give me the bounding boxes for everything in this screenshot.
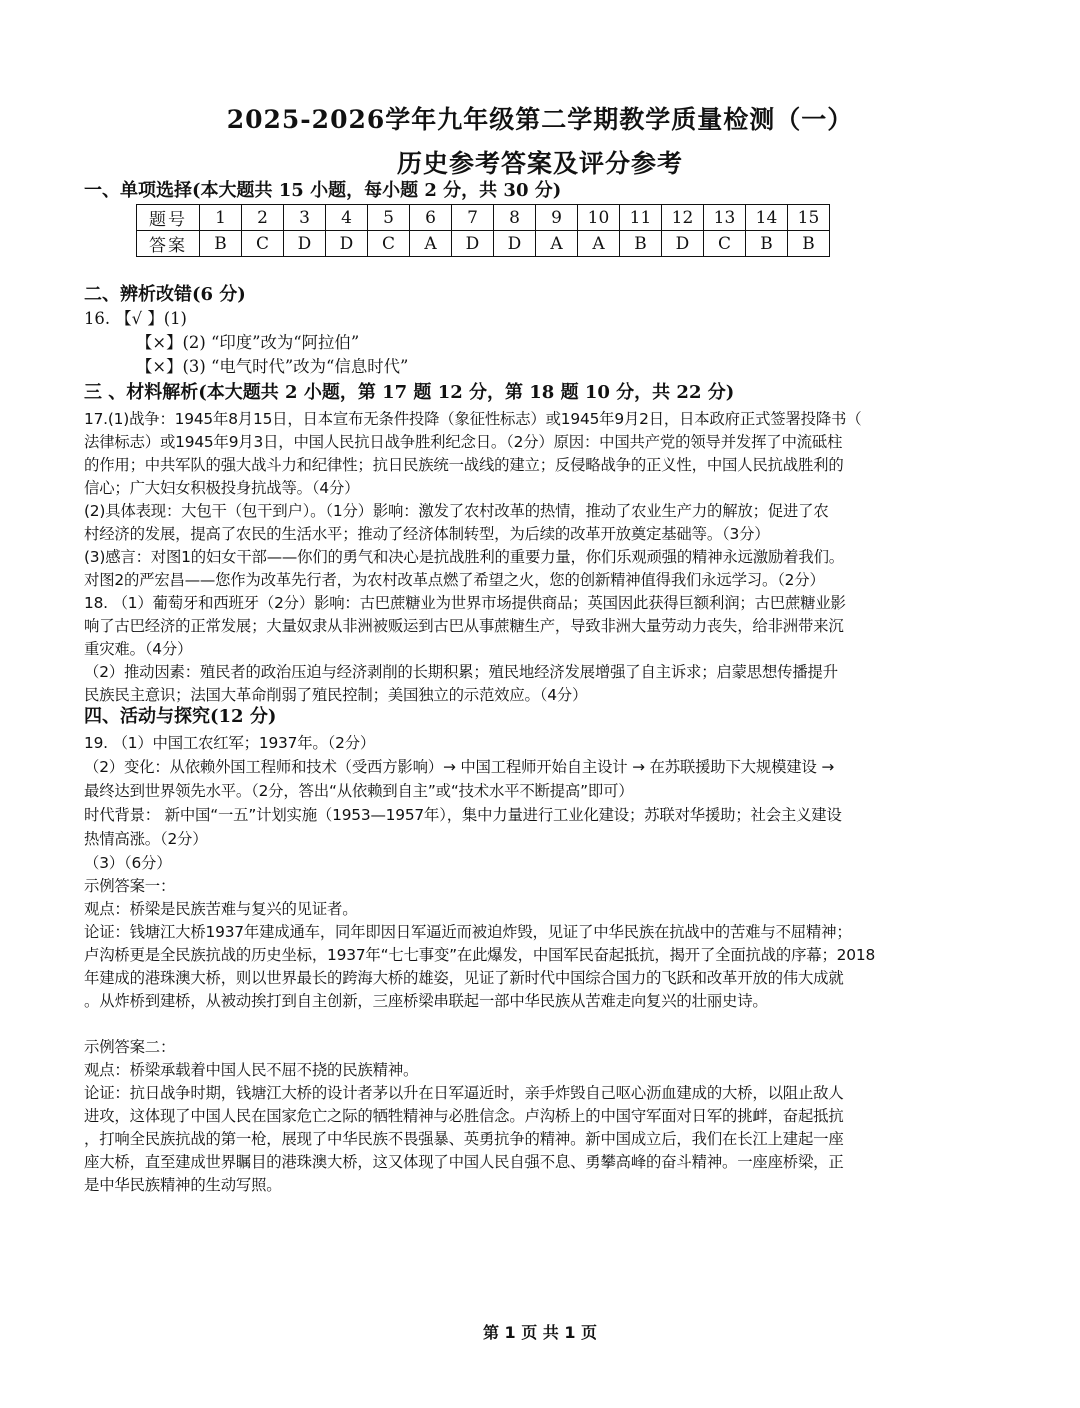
section3-heading: 三 、材料解析(本大题共 2 小题，第 17 题 12 分，第 18 题 10 分，共 22 分) [84, 382, 735, 403]
question-number: 6 [410, 205, 452, 231]
answer-cell: D [452, 231, 494, 257]
answer-cell: A [536, 231, 578, 257]
section3-line: （2）推动因素：殖民者的政治压迫与经济剥削的长期积累；殖民地经济发展增强了自主诉求；启蒙思想传播提升 [84, 663, 838, 681]
page-number: 第 1 页 共 1 页 [482, 1323, 598, 1342]
section4-line: 最终达到世界领先水平。（2分，答出“从依赖到自主”或“技术水平不断提高”即可） [84, 782, 634, 800]
answer-cell: C [368, 231, 410, 257]
section4-heading: 四、活动与探究(12 分) [84, 706, 277, 727]
answer-row [137, 231, 830, 257]
page-subtitle: 历史参考答案及评分参考 [396, 149, 683, 178]
section3-line: 民族民主意识；法国大革命削弱了殖民控制；美国独立的示范效应。（4分） [84, 686, 588, 704]
section4-line: 论证：钱塘江大桥1937年建成通车，同年即因日军逼近而被迫炸毁，见证了中华民族在抗战中的苦难与不屈精神； [84, 923, 852, 941]
question-number: 5 [368, 205, 410, 231]
section4-line: 年建成的港珠澳大桥，则以世界最长的跨海大桥的雄姿，见证了新时代中国综合国力的飞跃和改革开放的伟大成就 [84, 969, 844, 987]
section3-line: 的作用；中共军队的强大战斗力和纪律性；抗日民族统一战线的建立；反侵略战争的正义性，中国人民抗战胜利的 [84, 456, 844, 474]
example2-line: 论证：抗日战争时期，钱塘江大桥的设计者茅以升在日军逼近时，亲手炸毁自己呕心沥血建成的大桥，以阻止敌人 [84, 1084, 844, 1102]
answer-cell: D [662, 231, 704, 257]
section4-line: （3）（6分） [84, 854, 172, 872]
question-number: 15 [788, 205, 830, 231]
section3-line: (3)感言：对图1的妇女干部——你们的勇气和决心是抗战胜利的重要力量，你们乐观顽强的精神永远激励着我们。 [84, 548, 844, 566]
section4-line: 时代背景： 新中国“一五”计划实施（1953—1957年），集中力量进行工业化建设；苏联对华援助；社会主义建设 [84, 806, 842, 824]
question-number-row [137, 205, 830, 231]
example2-line: ，打响全民族抗战的第一枪，展现了中华民族不畏强暴、英勇抗争的精神。新中国成立后，我们在长江上建起一座 [84, 1130, 844, 1148]
question-number: 14 [746, 205, 788, 231]
example2-line: 示例答案二： [84, 1038, 176, 1056]
answer-cell: B [746, 231, 788, 257]
answer-cell: B [788, 231, 830, 257]
q16-line-1: 16. 【√ 】(1) [84, 309, 187, 328]
page-title: 2025-2026学年九年级第二学期教学质量检测（一） [226, 105, 854, 134]
answer-cell: A [410, 231, 452, 257]
section4-line: 卢沟桥更是全民族抗战的历史坐标，1937年“七七事变”在此爆发，中国军民奋起抵抗，揭开了全面抗战的序幕；2018 [84, 946, 876, 964]
section3-line: 法律标志）或1945年9月3日，中国人民抗日战争胜利纪念日。（2分）原因：中国共产党的领导并发挥了中流砥柱 [84, 433, 843, 451]
section4-line: 示例答案一： [84, 877, 176, 895]
q16-line-2: 【×】(2) “印度”改为“阿拉伯” [136, 333, 360, 352]
question-number: 10 [578, 205, 620, 231]
question-number: 2 [242, 205, 284, 231]
example2-line: 座大桥，直至建成世界瞩目的港珠澳大桥，这又体现了中国人民自强不息、勇攀高峰的奋斗精神。一座座桥梁，正 [84, 1153, 844, 1171]
section3-line: 信心；广大妇女积极投身抗战等。（4分） [84, 479, 360, 497]
section3-line: 村经济的发展，提高了农民的生活水平；推动了经济体制转型，为后续的改革开放奠定基础等。（3分） [84, 525, 770, 543]
question-number: 3 [284, 205, 326, 231]
answer-cell: C [242, 231, 284, 257]
question-number: 9 [536, 205, 578, 231]
answer-cell: A [578, 231, 620, 257]
section1-heading: 一、单项选择(本大题共 15 小题，每小题 2 分，共 30 分) [84, 180, 562, 201]
section3-line: 重灾难。（4分） [84, 640, 193, 658]
q16-line-3: 【×】(3) “电气时代”改为“信息时代” [136, 357, 409, 376]
section4-line: （2）变化：从依赖外国工程师和技术（受西方影响）→ 中国工程师开始自主设计 → 在苏联援助下大规模建设 → [84, 758, 835, 776]
question-number: 8 [494, 205, 536, 231]
answer-table [136, 204, 830, 257]
section4-line: 观点：桥梁是民族苦难与复兴的见证者。 [84, 900, 358, 918]
question-number: 11 [620, 205, 662, 231]
section2-heading: 二、辨析改错(6 分) [84, 284, 246, 305]
answer-cell: B [200, 231, 242, 257]
section4-line: 热情高涨。（2分） [84, 830, 208, 848]
answer-cell: D [284, 231, 326, 257]
question-number: 7 [452, 205, 494, 231]
section4-line: 。从炸桥到建桥，从被动挨打到自主创新，三座桥梁串联起一部中华民族从苦难走向复兴的壮丽史诗。 [84, 992, 768, 1010]
answer-cell: D [494, 231, 536, 257]
section3-line: 17.(1)战争：1945年8月15日，日本宣布无条件投降（象征性标志）或1945年9月2日，日本政府正式签署投降书（ [84, 410, 862, 428]
section3-line: (2)具体表现：大包干（包干到户）。（1分）影响：激发了农村改革的热情，推动了农业生产力的解放；促进了农 [84, 502, 829, 520]
question-number: 12 [662, 205, 704, 231]
section3-line: 18. （1）葡萄牙和西班牙（2分）影响：古巴蔗糖业为世界市场提供商品；英国因此获得巨额利润；古巴蔗糖业影 [84, 594, 846, 612]
example2-line: 观点：桥梁承载着中国人民不屈不挠的民族精神。 [84, 1061, 419, 1079]
row-label-question: 题号 [137, 205, 200, 231]
answer-cell: C [704, 231, 746, 257]
row-label-answer: 答案 [137, 231, 200, 257]
example2-line: 进攻，这体现了中国人民在国家危亡之际的牺牲精神与必胜信念。卢沟桥上的中国守军面对日军的挑衅，奋起抵抗 [84, 1107, 844, 1125]
example2-line: 是中华民族精神的生动写照。 [84, 1176, 282, 1194]
section3-line: 响了古巴经济的正常发展；大量奴隶从非洲被贩运到古巴从事蔗糖生产，导致非洲大量劳动力丧失，给非洲带来沉 [84, 617, 844, 635]
question-number: 1 [200, 205, 242, 231]
answer-cell: B [620, 231, 662, 257]
answer-cell: D [326, 231, 368, 257]
section3-line: 对图2的严宏昌——您作为改革先行者，为农村改革点燃了希望之火，您的创新精神值得我们永远学习。（2分） [84, 571, 825, 589]
question-number: 4 [326, 205, 368, 231]
section4-line: 19. （1）中国工农红军；1937年。（2分） [84, 734, 376, 752]
question-number: 13 [704, 205, 746, 231]
